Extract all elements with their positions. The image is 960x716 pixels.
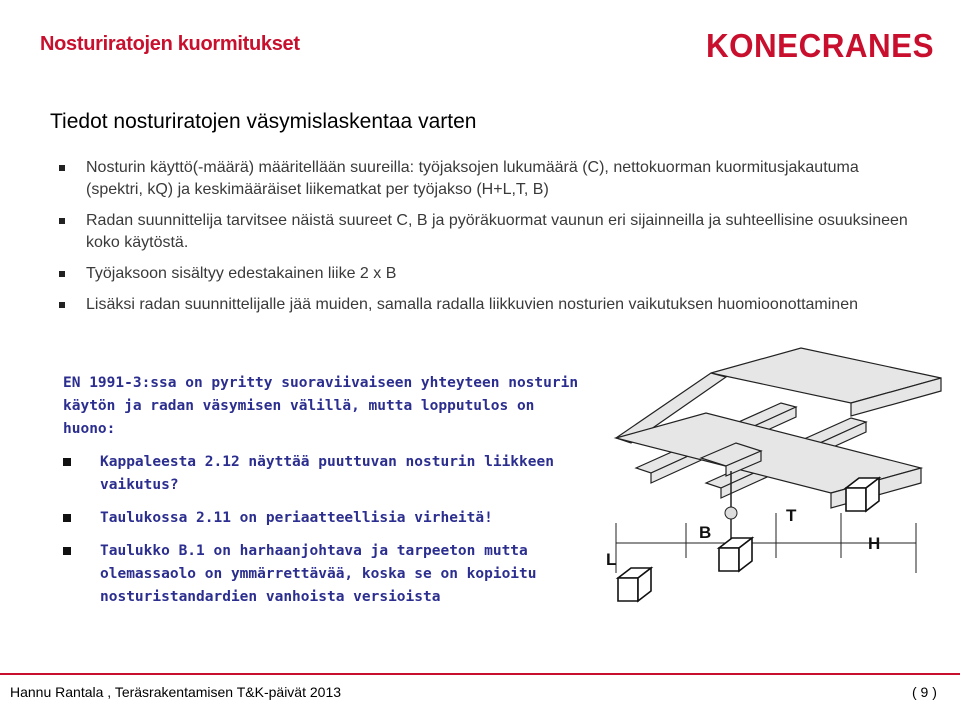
label-B: B	[699, 523, 712, 542]
bullet-item: Nosturin käyttö(-määrä) määritellään suureilla: työjaksojen lukumäärä (C), nettokuorman kuormitusjakautuma (spektri, kQ) ja keskimääräiset liikematkat per työjakso (H+L,T, B)	[56, 157, 916, 201]
label-L: L	[606, 550, 617, 569]
hook-block	[725, 507, 737, 519]
note-item: Taulukossa 2.11 on periaatteellisia virheitä!	[63, 507, 593, 530]
slide-header-title: Nosturiratojen kuormitukset	[40, 33, 300, 55]
konecranes-logo	[706, 26, 936, 74]
label-H: H	[868, 534, 881, 553]
bullet-list	[56, 157, 916, 325]
slide-subtitle: Tiedot nosturiratojen väsymislaskentaa varten	[50, 110, 477, 133]
note-item: Kappaleesta 2.12 näyttää puuttuvan nosturin liikkeen vaikutus?	[63, 451, 593, 497]
page-number: ( 9 )	[912, 684, 937, 700]
standard-note	[63, 372, 593, 619]
bullet-item: Lisäksi radan suunnittelijalle jää muiden, samalla radalla liikkuvien nosturien vaikutuksen huomioonottaminen	[56, 294, 916, 316]
label-T: T	[786, 506, 797, 525]
load-box-left	[618, 568, 651, 601]
bullet-item: Radan suunnittelija tarvitsee näistä suureet C, B ja pyöräkuormat vaunun eri sijainneilla ja suhteellisine osuuksineen koko käytöstä.	[56, 210, 916, 254]
konecranes-logo-graphic	[706, 26, 936, 66]
note-intro: EN 1991-3:ssa on pyritty suoraviivaiseen yhteyteen nosturin käytön ja radan väsymisen välillä, mutta lopputulos on huono:	[63, 375, 579, 437]
note-item: Taulukko B.1 on harhaanjohtava ja tarpeeton mutta olemassaolo on ymmärrettävää, koska se on kopioitu nosturistandardien vanhoista versioista	[63, 540, 593, 609]
footer-divider	[0, 673, 960, 675]
bullet-item: Työjaksoon sisältyy edestakainen liike 2 x B	[56, 263, 916, 285]
footer-author: Hannu Rantala , Teräsrakentamisen T&K-päivät 2013	[10, 684, 342, 700]
svg-text:KONECRANES: KONECRANES	[706, 27, 934, 64]
crane-diagram	[596, 343, 956, 623]
